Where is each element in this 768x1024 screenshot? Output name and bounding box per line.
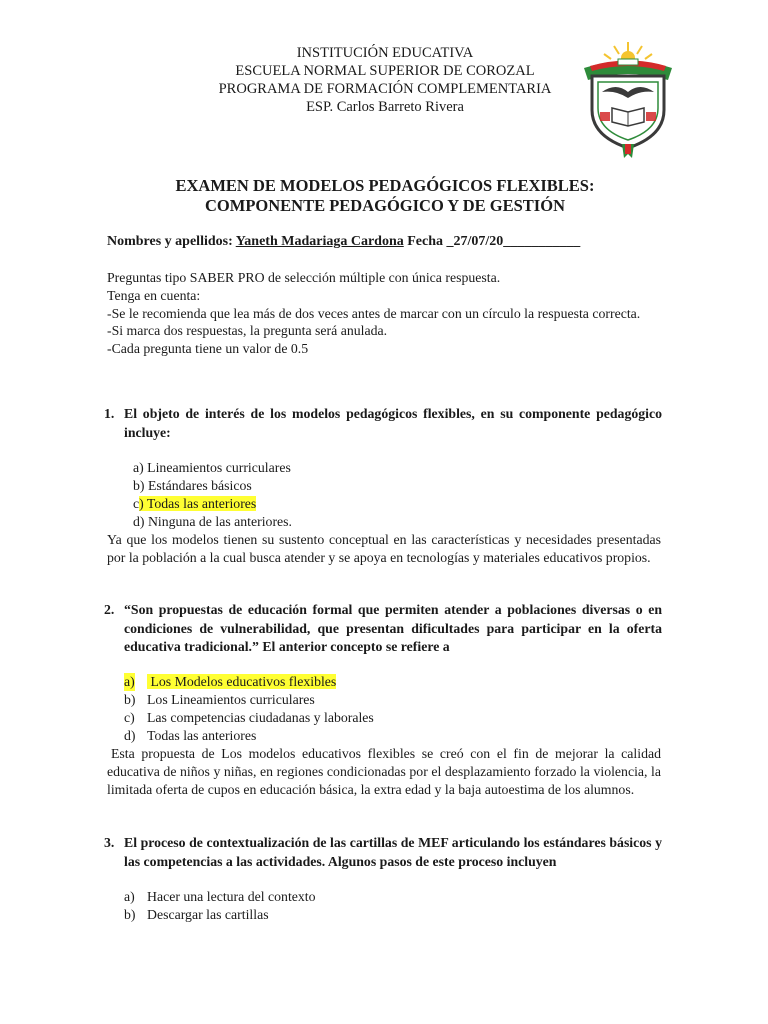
question-1-explanation: Ya que los modelos tienen su sustento conceptual en las características y necesidades presentadas por la población a la cual busca atender y se apoya en tecnologías y materiales educativos propios. [107, 532, 661, 565]
question-1-options [133, 459, 292, 531]
question-2-option-c: c) Las competencias ciudadanas y laborales [124, 710, 374, 725]
question-3-option-b: b) Descargar las cartillas [124, 907, 269, 922]
instructions-line-5: -Cada pregunta tiene un valor de 0.5 [107, 341, 309, 357]
date-label: Fecha _ [407, 234, 454, 249]
question-1-option-a: a) Lineamientos curriculares [133, 460, 291, 475]
question-1-option-c-letter: c [133, 496, 140, 511]
question-2-explanation: Esta propuesta de Los modelos educativos flexibles se creó con el fin de mejorar la calidad educativa de niños y niñas, en regiones condicionadas por el desplazamiento forzado la violencia, la limitada oferta de cupos en educación básica, la extra edad y la baja autoestima de los alumnos. [107, 746, 661, 797]
instructions-line-2: Tenga en cuenta: [107, 287, 201, 303]
school-crest-logo [578, 40, 678, 160]
question-1-number: 1. [104, 406, 115, 421]
header-line-program: PROGRAMA DE FORMACIÓN COMPLEMENTARIA [218, 81, 552, 97]
student-info [107, 234, 580, 250]
exam-title-line-2: COMPONENTE PEDAGÓGICO Y DE GESTIÓN [205, 196, 565, 215]
question-2-option-a [124, 673, 374, 691]
student-name: Yaneth Madariaga Cardona [235, 234, 404, 249]
question-1-option-d: d) Ninguna de las anteriores. [133, 514, 292, 529]
exam-title [110, 176, 660, 216]
question-1 [104, 405, 662, 442]
question-1-option-c-highlighted: ) Todas las anteriores [139, 496, 257, 511]
exam-date: 27/07/20___________ [453, 234, 581, 249]
question-1-option-c [133, 495, 292, 513]
exam-title-line-1: EXAMEN DE MODELOS PEDAGÓGICOS FLEXIBLES: [175, 176, 595, 195]
instructions-line-1: Preguntas tipo SABER PRO de selección múltiple con única respuesta. [107, 270, 501, 285]
question-2-option-a-highlighted: Los Modelos educativos flexibles [147, 674, 336, 689]
question-1-option-b: b) Estándares básicos [133, 478, 252, 493]
question-2-option-b: b) Los Lineamientos curriculares [124, 692, 315, 707]
question-3-number: 3. [104, 835, 115, 850]
question-2-option-d: d) Todas las anteriores [124, 728, 257, 743]
question-3-options [124, 888, 316, 924]
question-1-text: El objeto de interés de los modelos pedagógicos flexibles, en su componente pedagógico incluye: [124, 406, 662, 440]
question-2-option-a-letter: a) [124, 674, 135, 689]
question-3-option-a: a) Hacer una lectura del contexto [124, 889, 316, 904]
question-2-text: “Son propuestas de educación formal que permiten atender a poblaciones diversas o en condiciones de vulnerabilidad, que presentan dificultades para participar en la oferta educativa tradicional.” El anterior concepto se refiere a [124, 602, 662, 654]
header-line-teacher: ESP. Carlos Barreto Rivera [306, 99, 464, 115]
header-line-institution: INSTITUCIÓN EDUCATIVA [296, 45, 474, 61]
instructions-line-3: -Se le recomienda que lea más de dos veces antes de marcar con un círculo la respuesta correcta. [107, 305, 641, 321]
question-2-number: 2. [104, 602, 115, 617]
header-line-school: ESCUELA NORMAL SUPERIOR DE COROZAL [235, 63, 535, 79]
instructions [107, 269, 661, 358]
question-2 [104, 601, 662, 657]
question-3-text: El proceso de contextualización de las cartillas de MEF articulando los estándares básicos y las competencias a las actividades. Algunos pasos de este proceso incluyen [124, 835, 662, 869]
instructions-line-4: -Si marca dos respuestas, la pregunta será anulada. [107, 323, 388, 339]
question-2-options [124, 673, 374, 745]
student-name-label: Nombres y apellidos: [107, 234, 233, 249]
question-3 [104, 834, 662, 871]
